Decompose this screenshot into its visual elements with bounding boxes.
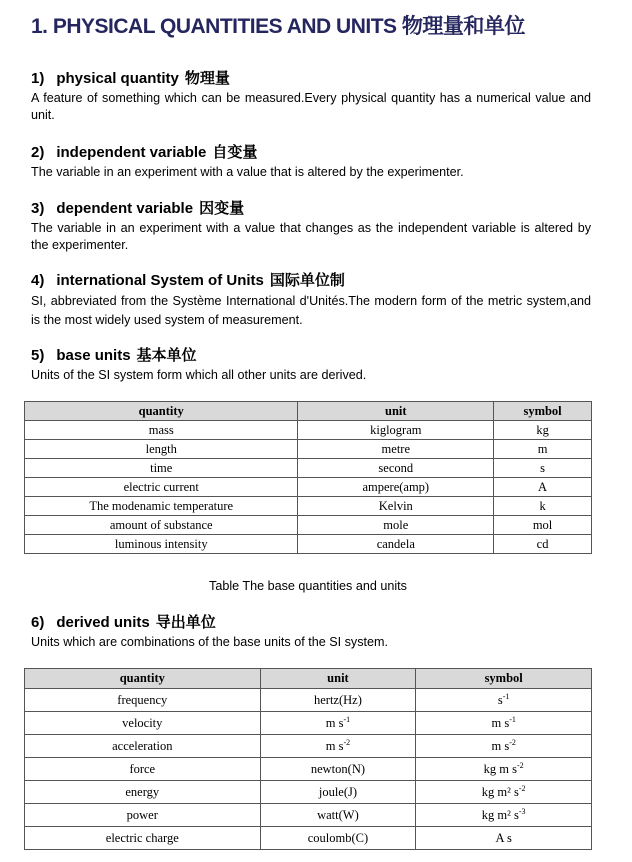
unit-text: watt(W) — [317, 807, 359, 822]
table-row — [25, 535, 592, 554]
quantity-cell: The modenamic temperature — [25, 497, 298, 516]
unit-cell — [260, 735, 416, 758]
table-caption: Table The base quantities and units — [209, 579, 407, 593]
derived-units-table — [24, 668, 592, 850]
base-units-table — [24, 401, 592, 554]
symbol-cell — [416, 827, 592, 850]
section-definition: The variable in an experiment with a value that changes as the independent variable is altered by the experimenter. — [31, 221, 591, 252]
table-row — [25, 516, 592, 535]
table-row — [25, 827, 592, 850]
unit-cell — [260, 827, 416, 850]
unit-text: m s — [325, 738, 344, 753]
section-term: base units — [56, 347, 131, 364]
section-heading — [31, 347, 591, 365]
symbol-exponent: -3 — [518, 806, 526, 816]
section-number: 3) — [31, 200, 45, 217]
symbol-cell: k — [494, 497, 592, 516]
section-term-chinese: 国际单位制 — [269, 272, 345, 289]
symbol-cell — [416, 758, 592, 781]
section-definition: A feature of something which can be measured.Every physical quantity has a numerical value and unit. — [31, 91, 591, 122]
quantity-cell: amount of substance — [25, 516, 298, 535]
section-heading — [31, 614, 591, 632]
section-heading — [31, 200, 591, 218]
table-row — [25, 758, 592, 781]
quantity-cell: force — [25, 758, 261, 781]
table-row — [25, 459, 592, 478]
table-row — [25, 689, 592, 712]
page-title: 1. PHYSICAL QUANTITIES AND UNITS 物理量和单位 — [31, 15, 525, 38]
section-term: independent variable — [56, 144, 207, 161]
section-dependent-variable — [31, 200, 591, 254]
section-independent-variable — [31, 144, 591, 181]
symbol-exponent: -1 — [509, 714, 516, 724]
table-row — [25, 781, 592, 804]
section-definition: Units of the SI system form which all other units are derived. — [31, 368, 367, 382]
symbol-cell: A — [494, 478, 592, 497]
unit-cell — [260, 781, 416, 804]
symbol-exponent: -2 — [518, 783, 526, 793]
section-term-chinese: 基本单位 — [136, 347, 197, 364]
table-row — [25, 478, 592, 497]
symbol-cell: m — [494, 440, 592, 459]
section-term-chinese: 导出单位 — [155, 614, 216, 631]
table-row — [25, 497, 592, 516]
unit-text: m s — [325, 715, 344, 730]
unit-text: newton(N) — [310, 761, 366, 776]
section-base-units — [31, 347, 591, 384]
quantity-cell: luminous intensity — [25, 535, 298, 554]
symbol-text: kg m s — [483, 761, 517, 776]
symbol-exponent: -1 — [502, 691, 510, 701]
section-definition: SI, abbreviated from the Système International d'Unités.The modern form of the metric system,and is the most widely used system of measurement. — [31, 294, 591, 327]
symbol-exponent: -2 — [517, 760, 524, 770]
symbol-cell — [416, 712, 592, 735]
unit-cell: second — [298, 459, 494, 478]
quantity-cell: electric charge — [25, 827, 261, 850]
section-term-chinese: 物理量 — [184, 70, 230, 87]
column-header-unit: unit — [260, 669, 416, 689]
symbol-cell: mol — [494, 516, 592, 535]
unit-exponent: -1 — [343, 714, 351, 724]
unit-exponent: -2 — [343, 737, 351, 747]
quantity-cell: electric current — [25, 478, 298, 497]
column-header-quantity: quantity — [25, 402, 298, 421]
symbol-cell — [416, 804, 592, 827]
unit-cell: ampere(amp) — [298, 478, 494, 497]
symbol-cell — [416, 735, 592, 758]
section-term-chinese: 因变量 — [199, 200, 245, 217]
quantity-cell: energy — [25, 781, 261, 804]
section-definition: Units which are combinations of the base units of the SI system. — [31, 635, 388, 649]
section-term: international System of Units — [56, 272, 264, 289]
column-header-symbol: symbol — [416, 669, 592, 689]
quantity-cell: acceleration — [25, 735, 261, 758]
section-number: 5) — [31, 347, 45, 364]
quantity-cell: time — [25, 459, 298, 478]
quantity-cell: frequency — [25, 689, 261, 712]
quantity-cell: length — [25, 440, 298, 459]
section-heading — [31, 70, 591, 88]
symbol-cell: kg — [494, 421, 592, 440]
table-row — [25, 712, 592, 735]
unit-cell — [260, 804, 416, 827]
section-number: 1) — [31, 70, 45, 87]
section-si-units — [31, 272, 591, 330]
unit-text: hertz(Hz) — [314, 692, 362, 707]
section-derived-units — [31, 614, 591, 651]
table-row — [25, 735, 592, 758]
unit-text: joule(J) — [318, 784, 358, 799]
column-header-symbol: symbol — [494, 402, 592, 421]
table-row — [25, 440, 592, 459]
unit-cell: kiglogram — [298, 421, 494, 440]
symbol-text: kg m² s — [481, 807, 519, 822]
quantity-cell: mass — [25, 421, 298, 440]
unit-cell: metre — [298, 440, 494, 459]
quantity-cell: velocity — [25, 712, 261, 735]
symbol-cell — [416, 689, 592, 712]
section-term: derived units — [56, 614, 150, 631]
table-header-row — [25, 402, 592, 421]
section-definition: The variable in an experiment with a value that is altered by the experimenter. — [31, 165, 464, 179]
section-number: 2) — [31, 144, 45, 161]
section-term: dependent variable — [56, 200, 194, 217]
table-header-row — [25, 669, 592, 689]
symbol-cell — [416, 781, 592, 804]
unit-cell — [260, 758, 416, 781]
table-row — [25, 804, 592, 827]
unit-cell: candela — [298, 535, 494, 554]
section-number: 6) — [31, 614, 45, 631]
symbol-exponent: -2 — [509, 737, 516, 747]
unit-text: coulomb(C) — [307, 830, 369, 845]
symbol-text: m s — [491, 715, 510, 730]
table-row — [25, 421, 592, 440]
section-heading — [31, 272, 591, 290]
symbol-text: kg m² s — [481, 784, 519, 799]
unit-cell: mole — [298, 516, 494, 535]
quantity-cell: power — [25, 804, 261, 827]
section-term: physical quantity — [56, 70, 179, 87]
symbol-text: m s — [491, 738, 510, 753]
column-header-unit: unit — [298, 402, 494, 421]
unit-cell: Kelvin — [298, 497, 494, 516]
unit-cell — [260, 712, 416, 735]
section-term-chinese: 自变量 — [212, 144, 258, 161]
column-header-quantity: quantity — [25, 669, 261, 689]
section-physical-quantity — [31, 70, 591, 124]
symbol-text: A s — [495, 830, 512, 845]
symbol-cell: cd — [494, 535, 592, 554]
section-number: 4) — [31, 272, 45, 289]
unit-cell — [260, 689, 416, 712]
symbol-text: s — [497, 692, 503, 707]
section-heading — [31, 144, 591, 162]
symbol-cell: s — [494, 459, 592, 478]
